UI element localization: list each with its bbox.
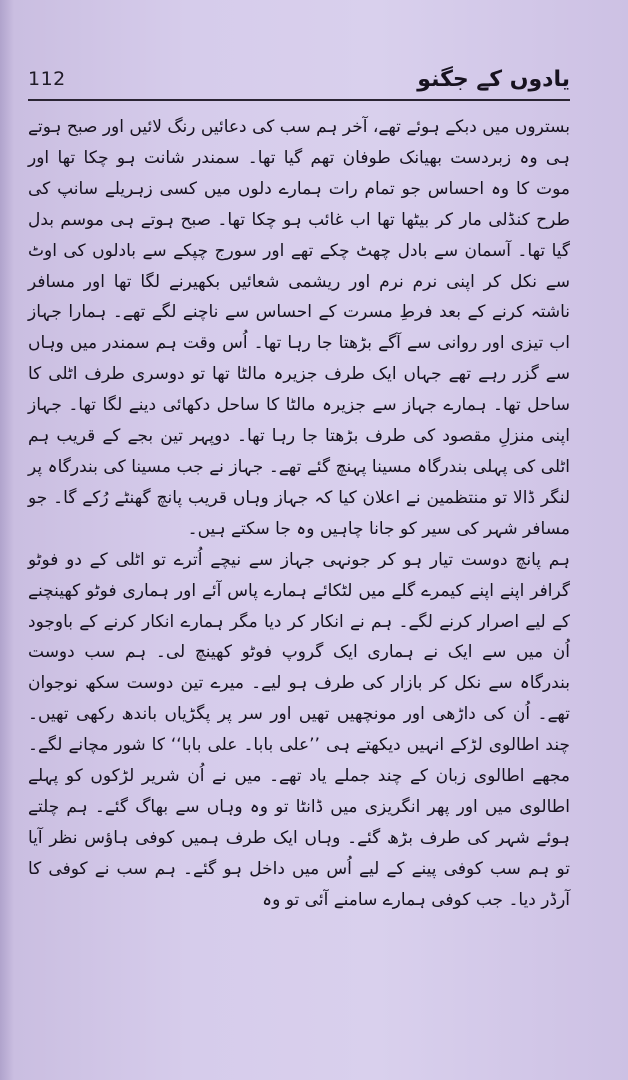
- book-title: یادوں کے جگنو: [417, 66, 570, 92]
- page-header: [28, 62, 570, 96]
- paragraph-1: بستروں میں دبکے ہوئے تھے، آخر ہم سب کی دعائیں رنگ لائیں اور صبح ہوتے ہی وہ زبردست بھیانک طوفان تھم گیا تھا۔ سمندر شانت ہو چکا تھا اور موت کا وہ احساس جو تمام رات ہمارے دلوں میں کسی زہریلے سانپ کی طرح کنڈلی مار کر بیٹھا تھا اب غائب ہو چکا تھا۔ صبح ہوتے ہی موسم بدل گیا تھا۔ آسمان سے بادل چھٹ چکے تھے اور سورج چپکے سے بادلوں کی اوٹ سے نکل کر اپنی نرم نرم اور ریشمی شعائیں بکھیرنے لگا تھا اور مسافر ناشتہ کرنے کے بعد فرطِ مسرت کے احساس سے ناچنے لگے تھے۔ ہمارا جہاز اب تیزی اور روانی سے آگے بڑھتا جا رہا تھا۔ اُس وقت ہم سمندر میں وہاں سے گزر رہے تھے جہاں ایک طرف جزیرہ مالٹا تھا تو دوسری طرف اٹلی کا ساحل تھا۔ ہمارے جہاز سے جزیرہ مالٹا کا ساحل دکھائی دینے لگا تھا۔ جہاز اپنی منزلِ مقصود کی طرف بڑھتا جا رہا تھا۔ دوپہر تین بجے کے قریب ہم اٹلی کی پہلی بندرگاہ مسینا پہنچ گئے تھے۔ جہاز نے جب مسینا کی بندرگاہ پر لنگر ڈالا تو منتظمین نے اعلان کیا کہ جہاز وہاں قریب پانچ گھنٹے رُکے گا۔ جو مسافر شہر کی سیر کو جانا چاہیں وہ جا سکتے ہیں۔: [28, 117, 570, 539]
- paragraph-2: ہم پانچ دوست تیار ہو کر جونہی جہاز سے نیچے اُترے تو اٹلی کے دو فوٹو گرافر اپنے اپنے کیمرے گلے میں لٹکائے ہمارے پاس آئے اور ہماری فوٹو کھینچنے کے لیے اصرار کرنے لگے۔ ہم نے انکار کر دیا مگر ہمارے انکار کرنے کے باوجود اُن میں سے ایک نے ہماری ایک گروپ فوٹو کھینچ لی۔ ہم سب دوست بندرگاہ سے نکل کر بازار کی طرف ہو لیے۔ میرے تین دوست سکھ نوجوان تھے۔ اُن کی داڑھی اور مونچھیں تھیں اور سر پر پگڑیاں باندھ رکھی تھیں۔ چند اطالوی لڑکے انہیں دیکھتے ہی ’’علی بابا۔ علی بابا‘‘ کا شور مچانے لگے۔ مجھے اطالوی زبان کے چند جملے یاد تھے۔ میں نے اُن شریر لڑکوں کو پہلے اطالوی میں اور پھر انگریزی میں ڈانٹا تو وہ وہاں سے بھاگ گئے۔ ہم چلتے ہوئے شہر کی طرف بڑھ گئے۔ وہاں ایک طرف ہمیں کوفی ہاؤس نظر آیا تو ہم سب کوفی پینے کے لیے اُس میں داخل ہو گئے۔ ہم سب نے کوفی کا آرڈر دیا۔ جب کوفی ہمارے سامنے آئی تو وہ: [28, 549, 570, 910]
- page-number: 112: [28, 68, 66, 90]
- page-edge-shadow: [0, 0, 14, 1080]
- page-body: [28, 112, 570, 916]
- header-divider: [28, 99, 570, 101]
